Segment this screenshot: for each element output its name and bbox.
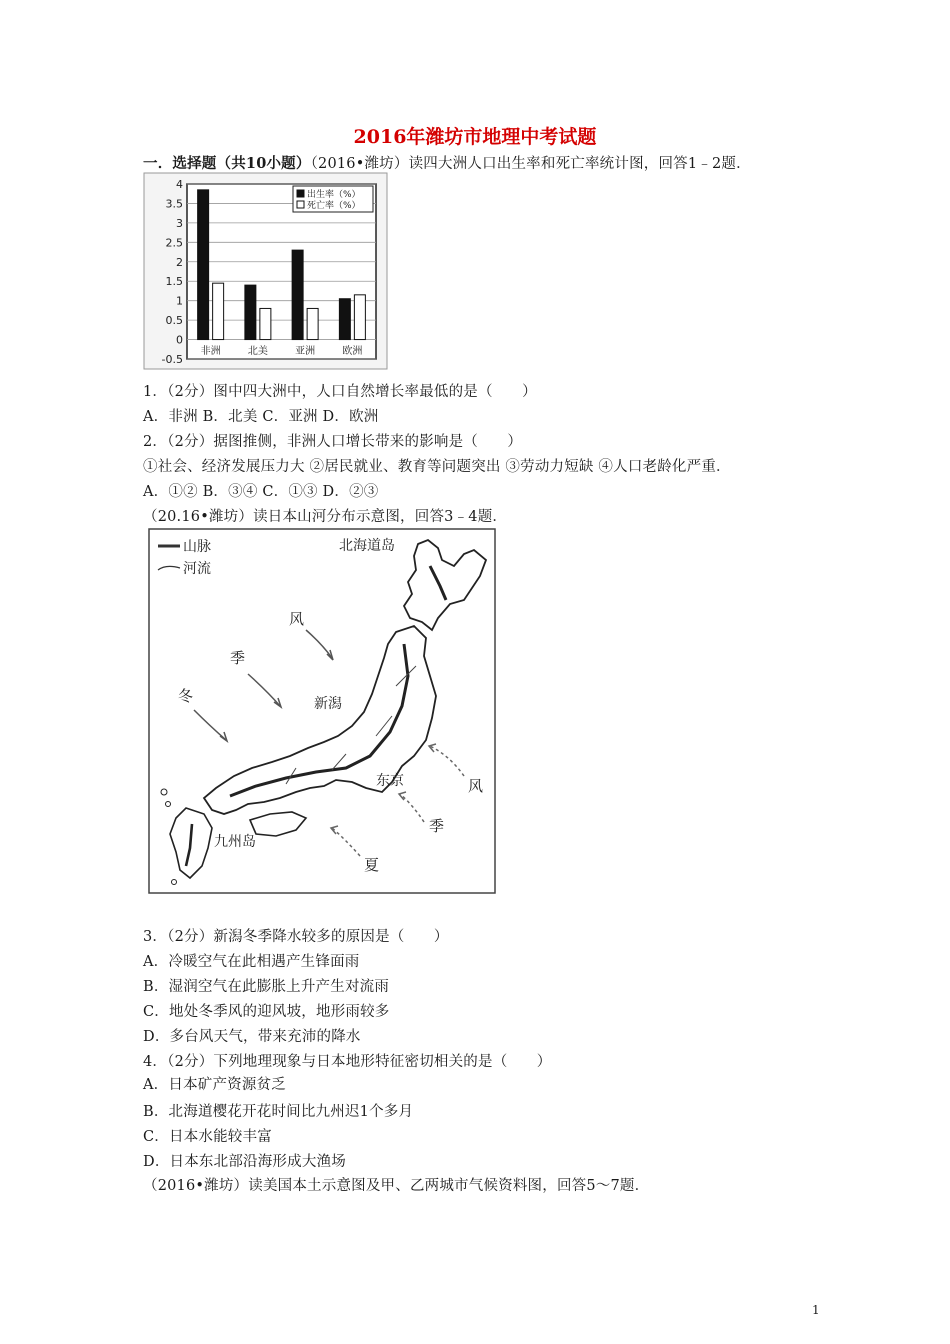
birth-rate-bar (292, 250, 303, 339)
summer-wind-char-xia: 夏 (364, 856, 380, 874)
y-tick-label: 1 (176, 294, 183, 308)
q3-option-b: B．湿润空气在此膨胀上升产生对流雨 (143, 979, 390, 995)
death-rate-bar (307, 308, 318, 339)
y-tick-label: 0 (176, 333, 183, 347)
niigata-label: 新潟 (314, 696, 342, 712)
q4-option-d: D．日本东北部沿海形成大渔场 (143, 1154, 346, 1170)
death-rate-bar (354, 295, 365, 340)
q4-option-a: A．日本矿产资源贫乏 (143, 1077, 286, 1093)
y-tick-label: 3.5 (165, 197, 183, 211)
q3-stem: 3．（2分）新潟冬季降水较多的原因是（ ） (143, 929, 449, 945)
section-intro: （2016•潍坊）读四大洲人口出生率和死亡率统计图，回答1﹣2题． (310, 156, 751, 172)
page-title: 2016年潍坊市地理中考试题 (353, 126, 597, 148)
hokkaido-label: 北海道岛 (339, 538, 395, 554)
population-rate-chart (143, 172, 388, 370)
small-island (161, 789, 167, 795)
q2-options: A．①② B．③④ C．①③ D．②③ (143, 484, 379, 500)
y-tick-label: -0.5 (161, 353, 183, 366)
winter-wind-char-ji: 季 (230, 649, 246, 667)
small-island (166, 802, 171, 807)
q4-option-b: B．北海道樱花开花时间比九州迟1个多月 (143, 1104, 414, 1120)
x-tick-label: 北美 (247, 346, 268, 357)
death-rate-bar (260, 308, 271, 339)
tokyo-label: 东京 (376, 773, 404, 789)
intro-usa: （2016•潍坊）读美国本土示意图及甲、乙两城市气候资料图，回答5～7题． (143, 1178, 650, 1194)
q1-stem: 1．（2分）图中四大洲中，人口自然增长率最低的是（ ） (143, 384, 537, 400)
x-tick-label: 欧洲 (342, 346, 363, 357)
summer-wind-char-ji: 季 (429, 817, 445, 835)
birth-rate-bar (245, 285, 256, 339)
q1-options: A．非洲 B．北美 C．亚洲 D．欧洲 (143, 409, 379, 425)
winter-wind-char-feng: 风 (289, 610, 305, 628)
death-rate-bar (213, 283, 224, 339)
y-tick-label: 4 (176, 178, 183, 191)
y-tick-label: 0.5 (165, 314, 183, 328)
legend-birth-swatch (297, 190, 304, 197)
q3-option-d: D．多台风天气，带来充沛的降水 (143, 1029, 361, 1045)
kyushu-label: 九州岛 (214, 834, 256, 850)
q2-items: ①社会、经济发展压力大 ②居民就业、教育等问题突出 ③劳动力短缺 ④人口老龄化严重． (143, 459, 731, 475)
q4-option-c: C．日本水能较丰富 (143, 1129, 272, 1145)
y-tick-label: 2.5 (165, 236, 183, 250)
q3-option-a: A．冷暖空气在此相遇产生锋面雨 (143, 954, 360, 970)
x-tick-label: 非洲 (200, 346, 221, 357)
q4-stem: 4．（2分）下列地理现象与日本地形特征密切相关的是（ ） (143, 1054, 552, 1070)
intro-japan: （20.16•潍坊）读日本山河分布示意图，回答3﹣4题． (143, 509, 508, 525)
summer-wind-char-feng: 风 (468, 777, 484, 795)
river-legend-label: 河流 (183, 561, 211, 577)
y-tick-label: 3 (176, 216, 183, 230)
japan-map (146, 526, 498, 896)
section-heading: 一．选择题（共10小题） (143, 155, 311, 172)
chart-legend (293, 186, 373, 212)
winter-wind-char-dong: 冬 (178, 687, 194, 705)
section-line (143, 152, 751, 173)
legend-death-swatch (297, 201, 304, 208)
q2-stem: 2．（2分）据图推侧，非洲人口增长带来的影响是（ ） (143, 434, 523, 450)
page-number: 1 (812, 1303, 820, 1317)
q3-option-c: C．地处冬季风的迎风坡，地形雨较多 (143, 1004, 390, 1020)
small-island (172, 880, 177, 885)
legend-birth-label: 出生率（%） (307, 190, 361, 200)
legend-death-label: 死亡率（%） (307, 201, 361, 211)
birth-rate-bar (339, 299, 350, 340)
birth-rate-bar (198, 190, 209, 340)
mountain-legend-label: 山脉 (183, 539, 211, 555)
y-tick-label: 2 (176, 255, 183, 269)
x-tick-label: 亚洲 (295, 346, 316, 357)
y-tick-label: 1.5 (165, 275, 183, 289)
